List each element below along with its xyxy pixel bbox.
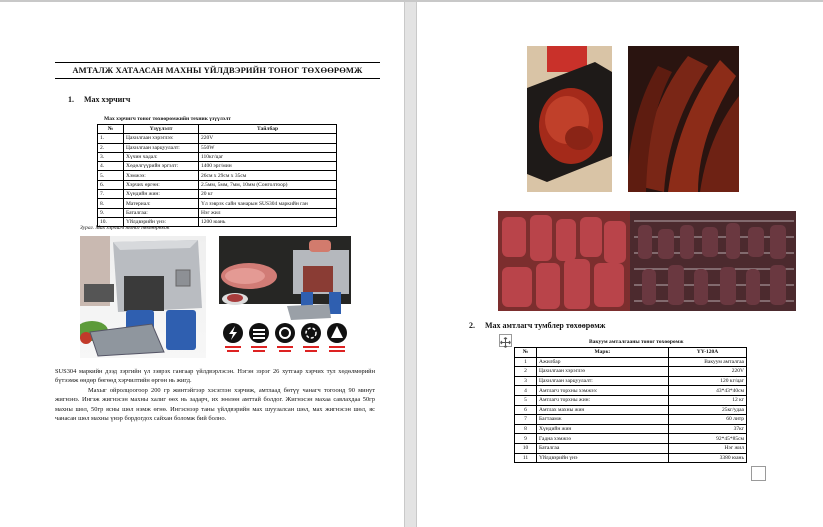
table-row [98,162,337,171]
cell-number: 7. [98,190,124,199]
table-row [515,405,747,415]
cell-number: 9 [515,434,537,444]
table-resize-handle[interactable] [751,466,766,481]
column-header-parameter: Үзүүлэлт [124,125,199,134]
table-row [515,424,747,434]
cell-number: 9. [98,208,124,217]
cell-parameter: Амтлагч торхны жин: [537,395,669,405]
cell-value: 20 кг [199,190,337,199]
cell-value: 12 кг [669,395,747,405]
cell-parameter: Цахилгаан зарцуулалт: [537,376,669,386]
cell-parameter: Баталгаа [537,443,669,453]
cell-value: 550W [199,143,337,152]
cell-parameter: Багтаамж [537,415,669,425]
cell-value: 43*43*40см [669,386,747,396]
section-heading-tumbler [469,321,605,330]
cell-value: 220V [669,367,747,377]
section-number: 1. [68,95,74,104]
cell-value: Нэг жил [669,443,747,453]
cell-value: 37кг [669,424,747,434]
cell-parameter: Хүндийн жин: [124,190,199,199]
cell-parameter: Цахилгаан зарцуулалт: [124,143,199,152]
column-header-model: Марк: [537,348,669,358]
table-row [515,386,747,396]
table-row [98,208,337,217]
section-title: Мах амтлагч тумблер төхөөрөмж [485,321,606,330]
meat-slicer-spec-table [97,124,337,227]
column-header-description: Тайлбар [199,125,337,134]
cell-number: 8. [98,199,124,208]
cell-parameter: Гадна хэмжээ [537,434,669,444]
cell-value: 60 литр [669,415,747,425]
cell-number: 1. [98,134,124,143]
cell-parameter: Үйлдвэрийн үнэ [537,453,669,463]
table-header-row [515,348,747,358]
raw-and-dried-meat-trays-photo [498,211,796,311]
cell-number: 4. [98,162,124,171]
table-row [98,152,337,161]
table-move-handle[interactable] [499,334,512,347]
cell-number: 11 [515,453,537,463]
cell-number: 5. [98,171,124,180]
cell-value: 1200 юань [199,217,337,226]
meat-slicer-photo [80,236,206,358]
vacuum-tumbler-spec-table [514,347,747,463]
cell-parameter: Хүндийн жин [537,424,669,434]
braised-beef-strips-photo [628,46,739,192]
meat-slicer-features-photo [219,236,351,358]
cell-parameter: Ажилбар [537,357,669,367]
cell-value: 110кг/цаг [199,152,337,161]
table-row [515,367,747,377]
cell-value: 1400 эрг/мин [199,162,337,171]
table-row [98,134,337,143]
table-row [515,434,747,444]
cell-value: 25кг/удаа [669,405,747,415]
cell-number: 3 [515,376,537,386]
cell-value: 92*45*85см [669,434,747,444]
table-header-row [98,125,337,134]
cell-value: 26см x 29см x 35см [199,171,337,180]
table-row [98,190,337,199]
cell-number: 6. [98,180,124,189]
cell-parameter: Баталгаа: [124,208,199,217]
cell-parameter: Амтлагч торхны хэмжээ: [537,386,669,396]
section-title: Мах хэрчигч [84,95,131,104]
table-row [98,180,337,189]
cell-parameter: Хэмжээ: [124,171,199,180]
cell-number: 4 [515,386,537,396]
table-caption-vacuum-tumbler: Вакуум амталгааны тоног төхөөрөмж [589,339,684,345]
section-heading-meat-slicer [68,95,130,104]
figure-caption: Зураг. Мах хэрчигч тоног төхөөрөмж [80,225,170,231]
cell-parameter: Хүчин чадал: [124,152,199,161]
cell-value: Вакуум амталгаа [669,357,747,367]
cell-parameter: Үйлдвэрийн үнэ: [124,217,199,226]
cell-value: 220V [199,134,337,143]
column-header-model-value: YY-120A [669,348,747,358]
cell-parameter: Амтлах махны жин [537,405,669,415]
cell-number: 2 [515,367,537,377]
cell-value: Үл зэврэх сайн чанарын SUS304 маркийн ган [199,199,337,208]
cell-number: 1 [515,357,537,367]
cell-number: 7 [515,415,537,425]
document-title: АМТАЛЖ ХАТААСАН МАХНЫ ҮЙЛДВЭРИЙН ТОНОГ ТӨХӨӨРӨМЖ [55,62,380,79]
cell-parameter: Хөдөлгүүрийн эргэлт: [124,162,199,171]
cell-number: 3. [98,152,124,161]
table-row [515,453,747,463]
table-row [515,415,747,425]
table-row [98,171,337,180]
cell-number: 8 [515,424,537,434]
column-header-number: № [515,348,537,358]
table-row [98,143,337,152]
cell-value: 3380 юань [669,453,747,463]
cell-number: 5 [515,395,537,405]
spicy-meat-bowl-photo [527,46,612,192]
cell-number: 2. [98,143,124,152]
table-caption-meat-slicer-specs: Мах хэрчигч тоног төхөөрөмжийн техник үзүүлэлт [104,116,231,122]
section-number: 2. [469,321,475,330]
cell-number: 10 [515,443,537,453]
cell-value: 2.5мм, 5мм, 7мм, 10мм (Сонголтоор) [199,180,337,189]
feature-icons-row [223,323,347,352]
cell-parameter: Цахилгаан хэрэглээ [537,367,669,377]
cell-value: Нэг жил [199,208,337,217]
table-row [515,376,747,386]
cell-value: 120 кг/цаг [669,376,747,386]
table-row [515,357,747,367]
move-arrows-icon [500,337,511,348]
cell-parameter: Материал: [124,199,199,208]
cell-number: 6 [515,405,537,415]
paragraph-preparation-process: Махыг ойролцоогоор 200 гр жинтэйгээр хэсэглэн хэрчиж, амтлаад бөтүү чанагч тогоонд 90 минут жигнэнэ. Ингэж жигнэсэн махны халиг өөх нь задарч, их зөөлөн амттай болдог. Жигнэсэн махаа савлахдаа 50гр махны шөл, 50гр ясны шөл нэмж өгнө. Ингэснээр таны үйлдвэрийн мах шуузалсан шөл, мах жигнэсэн шөл, яс чанасан шөл махны үнэр бордогдох сайхан боломж бий болно. [55,387,375,423]
table-row [98,199,337,208]
cell-number: 10. [98,217,124,226]
paragraph-slicer-material: SUS304 маркийн дээд зэргийн үл зэврэх гангаар үйлдвэрлэсэн. Нэгэн зэрэг 26 хутгаар хэрчих тул хөдөлмөрийн бүтээмж өндөр бөгөөд хэрчилтийн өргөн нь жигд. [55,368,375,385]
table-row [515,443,747,453]
table-row [515,395,747,405]
cell-parameter: Хэрчих өргөн: [124,180,199,189]
column-header-number: № [98,125,124,134]
cell-parameter: Цахилгаан хэрэглээ: [124,134,199,143]
